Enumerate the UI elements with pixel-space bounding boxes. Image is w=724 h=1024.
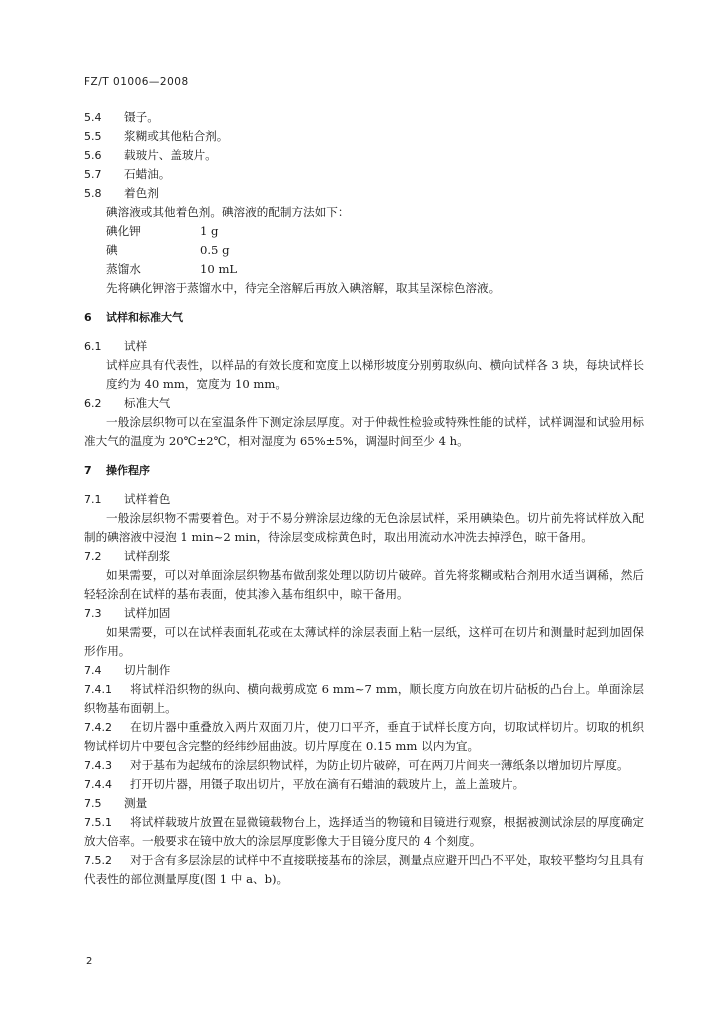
document-body — [84, 108, 644, 889]
section-7-2-text: 如果需要，可以对单面涂层织物基布做刮浆处理以防切片破碎。首先将浆糊或粘合剂用水适当调稀，然后轻轻涂刮在试样的基布表面，使其渗入基布组织中，晾干备用。 — [84, 568, 644, 601]
section-7-5-1: 7.5.1 将试样载玻片放置在显微镜载物台上，选择适当的物镜和目镜进行观察，根据被测试涂层的厚度确定放大倍率。一般要求在镜中放大的涂层厚度影像大于目镜分度尺的 4 个刻度。 — [84, 815, 644, 848]
section-7-5-heading: 7.5 测量 — [84, 796, 148, 810]
formula-row: 碘化钾 1 g — [106, 224, 219, 238]
formula-row: 碘 0.5 g — [106, 243, 230, 257]
stain-method: 先将碘化钾溶于蒸馏水中，待完全溶解后再放入碘溶解，取其呈深棕色溶液。 — [106, 281, 501, 295]
list-item-5-5: 5.5 浆糊或其他粘合剂。 — [84, 129, 229, 143]
list-item-5-6: 5.6 载玻片、盖玻片。 — [84, 148, 217, 162]
section-6-2-heading: 6.2 标准大气 — [84, 396, 171, 410]
list-item-5-4: 5.4 镊子。 — [84, 110, 159, 124]
section-7-3-text: 如果需要，可以在试样表面轧花或在太薄试样的涂层表面上粘一层纸，这样可在切片和测量时起到加固保形作用。 — [84, 625, 644, 658]
list-item-5-8: 5.8 着色剂 — [84, 186, 159, 200]
section-6-1-text: 试样应具有代表性，以样品的有效长度和宽度上以梯形坡度分别剪取纵向、横向试样各 3 块，每块试样长度约为 40 mm，宽度为 10 mm。 — [106, 358, 644, 391]
section-7-4-4: 7.4.4 打开切片器，用镊子取出切片，平放在滴有石蜡油的载玻片上，盖上盖玻片。 — [84, 777, 525, 791]
section-7-4-2: 7.4.2 在切片器中重叠放入两片双面刀片，使刀口平齐，垂直于试样长度方向，切取试样切片。切取的机织物试样切片中要包含完整的经纬纱屈曲波。切片厚度在 0.15 mm 以内为宜。 — [84, 720, 644, 753]
section-7-1-heading: 7.1 试样着色 — [84, 492, 171, 506]
page-number: 2 — [86, 956, 93, 967]
standard-code: FZ/T 01006—2008 — [84, 76, 189, 88]
formula-row: 蒸馏水 10 mL — [106, 262, 238, 276]
section-7-4-3: 7.4.3 对于基布为起绒布的涂层织物试样，为防止切片破碎，可在两刀片间夹一薄纸条以增加切片厚度。 — [84, 758, 629, 772]
section-7-4-1: 7.4.1 将试样沿织物的纵向、横向裁剪成宽 6 mm~7 mm，顺长度方向放在切片砧板的凸台上。单面涂层织物基布面朝上。 — [84, 682, 644, 715]
section-7-2-heading: 7.2 试样刮浆 — [84, 549, 171, 563]
section-7-4-heading: 7.4 切片制作 — [84, 663, 171, 677]
section-6-1-heading: 6.1 试样 — [84, 339, 148, 353]
section-7-heading: 7 操作程序 — [84, 464, 150, 477]
section-6-2-text: 一般涂层织物可以在室温条件下测定涂层厚度。对于仲裁性检验或特殊性能的试样，试样调湿和试验用标准大气的温度为 20℃±2℃，相对湿度为 65%±5%，调湿时间至少 4 h。 — [84, 415, 644, 448]
list-item-5-7: 5.7 石蜡油。 — [84, 167, 171, 181]
section-7-1-text: 一般涂层织物不需要着色。对于不易分辨涂层边缘的无色涂层试样，采用碘染色。切片前先将试样放入配制的碘溶液中浸泡 1 min~2 min，待涂层变成棕黄色时，取出用流动水冲洗去掉浮色，晾干备用。 — [84, 511, 644, 544]
section-7-3-heading: 7.3 试样加固 — [84, 606, 171, 620]
stain-intro: 碘溶液或其他着色剂。碘溶液的配制方法如下： — [106, 205, 350, 219]
section-7-5-2: 7.5.2 对于含有多层涂层的试样中不直接联接基布的涂层，测量点应避开凹凸不平处，取较平整均匀且具有代表性的部位测量厚度(图 1 中 a、b)。 — [84, 853, 644, 886]
section-6-heading: 6 试样和标准大气 — [84, 311, 183, 324]
